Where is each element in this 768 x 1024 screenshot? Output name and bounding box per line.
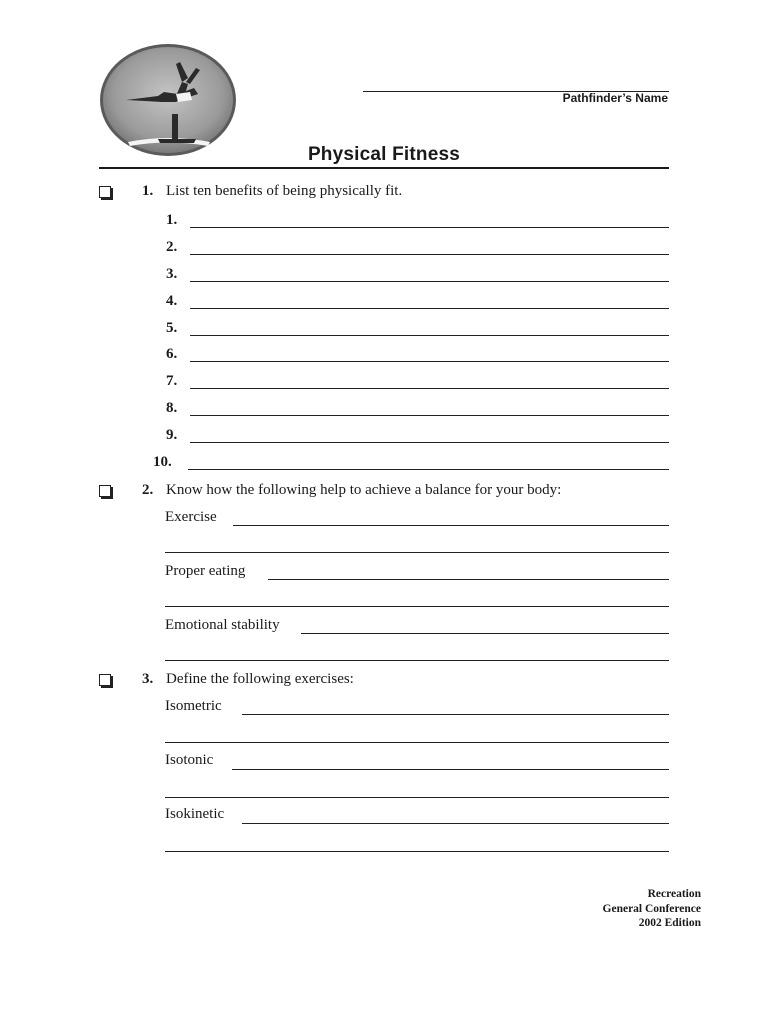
benefit-row <box>150 212 669 230</box>
benefit-number: 3. <box>166 266 178 282</box>
isotonic-answer-line[interactable] <box>232 769 669 770</box>
isometric-answer-line[interactable] <box>242 714 669 715</box>
balance-item-emotional-stability: Emotional stability <box>165 617 280 633</box>
benefit-number: 1. <box>166 212 178 228</box>
benefit-number: 6. <box>166 346 178 362</box>
question-2-number: 2. <box>142 482 154 498</box>
footer-publisher: General Conference <box>602 902 701 915</box>
exercise-term-isotonic: Isotonic <box>165 752 214 768</box>
isotonic-answer-line-2[interactable] <box>165 797 669 798</box>
benefit-answer-line[interactable] <box>190 227 669 228</box>
question-3-text: Define the following exercises: <box>166 671 354 687</box>
benefit-row <box>150 239 669 257</box>
gymnast-emblem-icon <box>98 42 238 158</box>
footer-edition: 2002 Edition <box>638 917 701 929</box>
title-divider <box>99 167 669 169</box>
question-1-number: 1. <box>142 183 154 199</box>
benefit-number: 7. <box>166 373 178 389</box>
emotional-stability-answer-line-2[interactable] <box>165 660 669 661</box>
question-2-text: Know how the following help to achieve a balance for your body: <box>166 482 562 498</box>
exercise-answer-line-2[interactable] <box>165 552 669 553</box>
exercise-answer-line[interactable] <box>233 525 669 526</box>
benefit-number: 8. <box>166 400 178 416</box>
balance-item-proper-eating: Proper eating <box>165 563 246 579</box>
balance-item-exercise: Exercise <box>165 509 217 525</box>
isokinetic-answer-line[interactable] <box>242 823 669 824</box>
benefit-answer-line[interactable] <box>190 415 669 416</box>
exercise-term-isokinetic: Isokinetic <box>165 806 225 822</box>
benefit-answer-line[interactable] <box>190 308 669 309</box>
benefit-row <box>150 427 669 445</box>
benefit-row <box>150 346 669 364</box>
emotional-stability-answer-line[interactable] <box>301 633 669 634</box>
benefit-number: 4. <box>166 293 178 309</box>
benefit-answer-line[interactable] <box>190 361 669 362</box>
question-1-checkbox[interactable] <box>99 186 111 198</box>
footer-category: Recreation <box>647 888 701 900</box>
question-3-number: 3. <box>142 671 154 687</box>
page-title: Physical Fitness <box>307 144 461 165</box>
isokinetic-answer-line-2[interactable] <box>165 851 669 852</box>
benefit-answer-line[interactable] <box>190 254 669 255</box>
benefit-row <box>150 400 669 418</box>
question-2-checkbox[interactable] <box>99 485 111 497</box>
footer-credits <box>603 887 701 931</box>
question-3-checkbox[interactable] <box>99 674 111 686</box>
benefit-answer-line[interactable] <box>190 281 669 282</box>
benefit-row <box>150 373 669 391</box>
benefit-answer-line[interactable] <box>190 442 669 443</box>
proper-eating-answer-line[interactable] <box>268 579 669 580</box>
pathfinder-name-label: Pathfinder’s Name <box>562 91 668 105</box>
benefit-number: 2. <box>166 239 178 255</box>
benefit-answer-line[interactable] <box>190 335 669 336</box>
benefit-answer-line[interactable] <box>190 388 669 389</box>
exercise-term-isometric: Isometric <box>165 698 222 714</box>
honor-emblem <box>98 42 238 158</box>
benefit-row <box>150 454 669 472</box>
benefit-number: 10. <box>153 454 172 470</box>
benefit-number: 5. <box>166 320 178 336</box>
question-1-text: List ten benefits of being physically fit. <box>166 183 403 199</box>
benefit-row <box>150 293 669 311</box>
benefit-row <box>150 266 669 284</box>
benefit-row <box>150 320 669 338</box>
benefit-answer-line[interactable] <box>188 469 669 470</box>
proper-eating-answer-line-2[interactable] <box>165 606 669 607</box>
isometric-answer-line-2[interactable] <box>165 742 669 743</box>
benefit-number: 9. <box>166 427 178 443</box>
